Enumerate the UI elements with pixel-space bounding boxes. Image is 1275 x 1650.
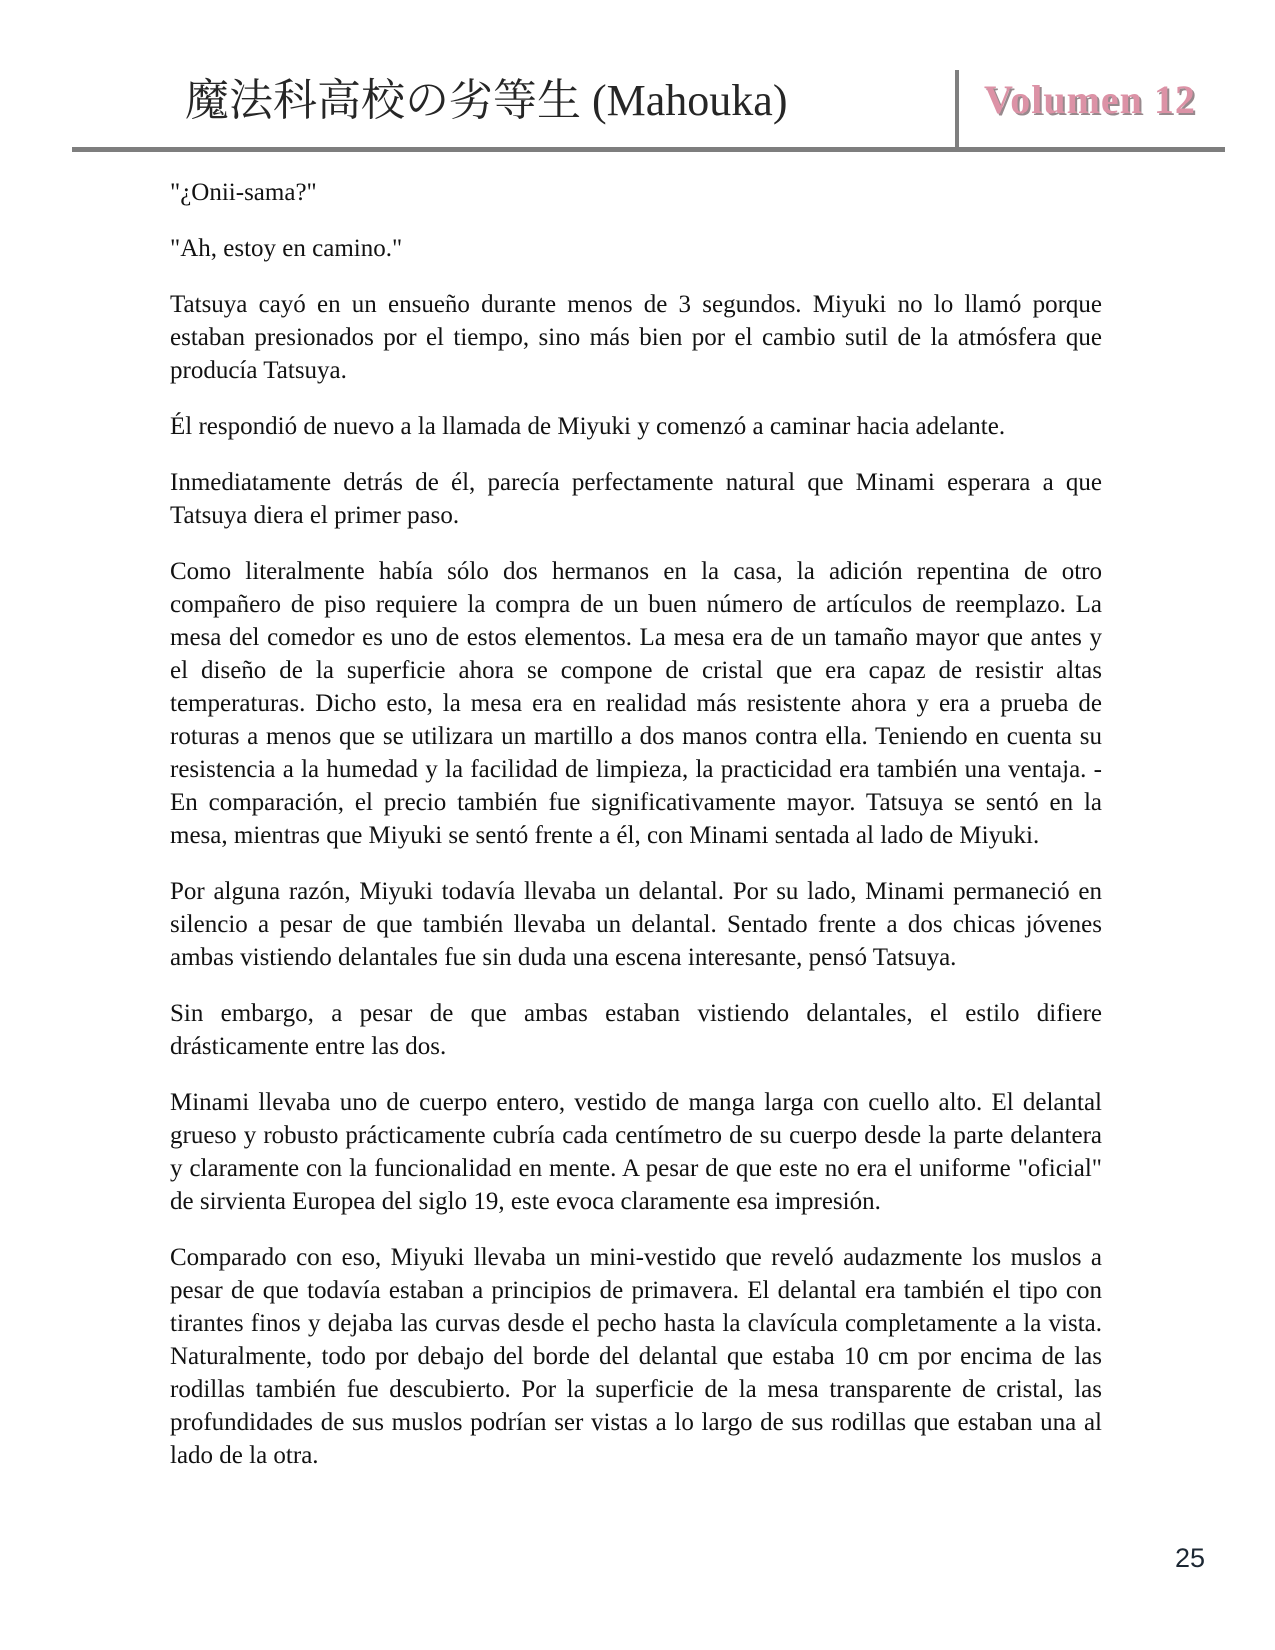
dialogue-line: "¿Onii-sama?" — [170, 179, 317, 206]
paragraph: Minami llevaba uno de cuerpo entero, vestido de manga larga con cuello alto. El delantal grueso y robusto prácticamente cubría cada centímetro de su cuerpo desde la parte delantera y claramente con la funcionalidad en mente. A pesar de que este no era el uniforme "oficial" de sirvienta Europea del siglo 19, este evoca claramente esa impresión. — [170, 1089, 1102, 1215]
header-horizontal-rule — [72, 147, 1225, 152]
page-number: 25 — [1174, 1543, 1205, 1573]
volume-label: Volumen 12 — [984, 77, 1196, 122]
dialogue-line: "Ah, estoy en camino." — [170, 235, 403, 262]
page-body — [170, 176, 1102, 1495]
header-vertical-divider — [955, 70, 959, 149]
paragraph: Tatsuya cayó en un ensueño durante menos de 3 segundos. Miyuki no lo llamó porque estaban presionados por el tiempo, sino más bien por el cambio sutil de la atmósfera que producía Tatsuya. — [170, 291, 1102, 384]
paragraph: Inmediatamente detrás de él, parecía perfectamente natural que Minami esperara a que Tatsuya diera el primer paso. — [170, 469, 1102, 529]
paragraph: Sin embargo, a pesar de que ambas estaban vistiendo delantales, el estilo difiere drásticamente entre las dos. — [170, 1000, 1102, 1060]
paragraph: Comparado con eso, Miyuki llevaba un mini-vestido que reveló audazmente los muslos a pesar de que todavía estaban a principios de primavera. El delantal era también el tipo con tirantes finos y dejaba las curvas desde el pecho hasta la clavícula completamente a la vista. Naturalmente, todo por debajo del borde del delantal que estaba 10 cm por encima de las rodillas también fue descubierto. Por la superficie de la mesa transparente de cristal, las profundidades de sus muslos podrían ser vistas a lo largo de sus rodillas que estaban una al lado de la otra. — [170, 1244, 1102, 1469]
paragraph: Él respondió de nuevo a la llamada de Miyuki y comenzó a caminar hacia adelante. — [170, 413, 1006, 440]
document-title: 魔法科高校の劣等生 (Mahouka) — [185, 76, 788, 125]
paragraph: Por alguna razón, Miyuki todavía llevaba un delantal. Por su lado, Minami permaneció en silencio a pesar de que también llevaba un delantal. Sentado frente a dos chicas jóvenes ambas vistiendo delantales fue sin duda una escena interesante, pensó Tatsuya. — [170, 878, 1102, 971]
paragraph: Como literalmente había sólo dos hermanos en la casa, la adición repentina de otro compañero de piso requiere la compra de un buen número de artículos de reemplazo. La mesa del comedor es uno de estos elementos. La mesa era de un tamaño mayor que antes y el diseño de la superficie ahora se compone de cristal que era capaz de resistir altas temperaturas. Dicho esto, la mesa era en realidad más resistente ahora y era a prueba de roturas a menos que se utilizara un martillo a dos manos contra ella. Teniendo en cuenta su resistencia a la humedad y la facilidad de limpieza, la practicidad era también una ventaja. - En comparación, el precio también fue significativamente mayor. Tatsuya se sentó en la mesa, mientras que Miyuki se sentó frente a él, con Minami sentada al lado de Miyuki. — [170, 558, 1102, 849]
